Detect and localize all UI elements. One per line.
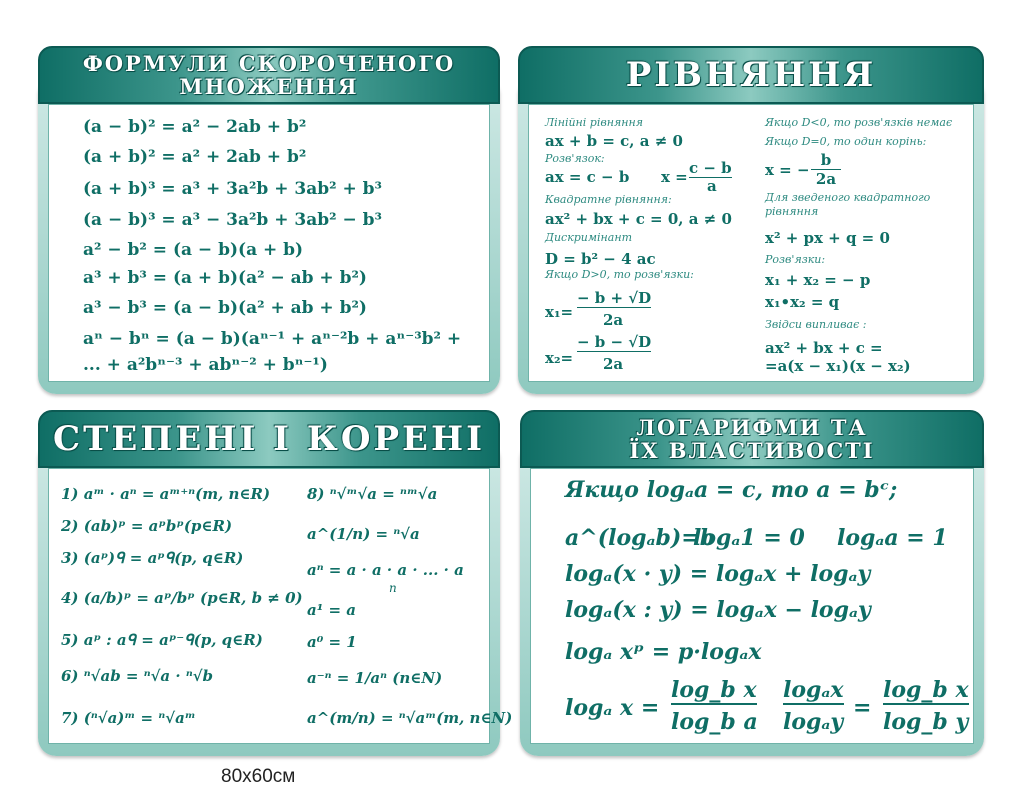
formula-8b: ... + a²bⁿ⁻³ + abⁿ⁻² + bⁿ⁻¹) <box>83 355 328 375</box>
fractional-power: a^(1/n) = ⁿ√a <box>307 525 420 543</box>
reduced-label-1: Для зведеного квадратного <box>765 191 931 204</box>
x-single: x = − <box>765 161 810 179</box>
power-rule-1: 1) aᵐ · aⁿ = aᵐ⁺ⁿ(m, n∈R) <box>61 485 271 503</box>
log-quotient: logₐ(x : y) = logₐx − logₐy <box>565 597 871 623</box>
title-line-1: ЛОГАРИФМИ ТА <box>636 415 868 440</box>
brace-label: n <box>389 581 397 595</box>
negative-power: a⁻ⁿ = 1/aⁿ (n∈N) <box>307 669 443 687</box>
log-of-base: logₐa = 1 <box>837 525 948 551</box>
x1-label: x₁= <box>545 303 574 321</box>
panel-content <box>528 104 974 382</box>
power-rule-5: 5) aᵖ : aᑫ = aᵖ⁻ᑫ(p, q∈R) <box>61 631 263 649</box>
panel-content <box>48 104 490 382</box>
if-negative-label: Якщо D<0, то розв'язків немає <box>765 116 953 129</box>
vieta-product: x₁•x₂ = q <box>765 293 840 311</box>
x1-numerator: − b + √D <box>577 289 652 307</box>
ratio-equals: = <box>853 695 872 721</box>
reduced-eq: x² + px + q = 0 <box>765 229 890 247</box>
panel-title <box>38 410 500 468</box>
vieta-sum: x₁ + x₂ = − p <box>765 271 871 289</box>
linear-eq: ax + b = c, a ≠ 0 <box>545 132 683 150</box>
if-positive-label: Якщо D>0, то розв'язки: <box>545 268 694 281</box>
solution-eq: ax = c − b <box>545 168 630 186</box>
title-line-2: МНОЖЕННЯ <box>179 74 359 99</box>
log-definition: Якщо logₐa = c, то a = bᶜ; <box>565 477 898 503</box>
if-zero-label: Якщо D=0, то один корінь: <box>765 135 927 148</box>
size-caption: 80х60см <box>221 766 296 787</box>
linear-label: Лінійні рівняння <box>545 116 644 129</box>
root-rule-8: 8) ⁿ√ᵐ√a = ⁿᵐ√a <box>307 485 438 503</box>
xs-numerator: b <box>811 151 841 170</box>
x-eq: x = <box>661 168 688 186</box>
panel-title <box>520 410 984 468</box>
quadratic-label: Квадратне рівняння: <box>545 193 672 206</box>
power-one: a¹ = a <box>307 601 357 619</box>
ratio-rhs-den: log_b y <box>883 709 969 735</box>
follows-label: Звідси випливає : <box>765 318 867 331</box>
x2-numerator: − b − √D <box>577 333 652 351</box>
x2-denominator: 2a <box>603 355 624 373</box>
ratio-den: logₐy <box>783 709 844 735</box>
panel-logarithms <box>520 410 984 756</box>
power-definition: aⁿ = a · a · a · ... · a <box>307 561 464 579</box>
power-rule-4: 4) (a/b)ᵖ = aᵖ/bᵖ (p∈R, b ≠ 0) <box>61 589 303 607</box>
power-zero: a⁰ = 1 <box>307 633 357 651</box>
formula-1: (a − b)² = a² − 2ab + b² <box>83 117 307 137</box>
reduced-label-2: рівняння <box>765 205 819 218</box>
panel-equations <box>518 46 984 394</box>
title-text: СТЕПЕНІ І КОРЕНІ <box>53 419 485 459</box>
panel-powers-roots <box>38 410 513 756</box>
power-rule-6: 6) ⁿ√ab = ⁿ√a · ⁿ√b <box>61 667 214 685</box>
log-power: logₐ xᵖ = p·logₐx <box>565 639 762 665</box>
discriminant-eq: D = b² − 4 ac <box>545 250 656 268</box>
discriminant-label: Дискримінант <box>545 231 633 244</box>
log-of-one: logₐ1 = 0 <box>693 525 805 551</box>
formula-5: a² − b² = (a − b)(a + b) <box>83 240 304 260</box>
title-line-1: ФОРМУЛИ СКОРОЧЕНОГО <box>82 51 456 76</box>
panel-short-multiplication <box>38 46 500 394</box>
change-of-base-den: log_b a <box>671 709 758 735</box>
panel-content <box>48 468 513 744</box>
x-numerator: c − b <box>689 159 732 177</box>
formula-3: (a + b)³ = a³ + 3a²b + 3ab² + b³ <box>83 179 382 199</box>
factor-line-2: =a(x − x₁)(x − x₂) <box>765 357 911 375</box>
log-product: logₐ(x · y) = logₐx + logₐy <box>565 561 871 587</box>
formula-2: (a + b)² = a² + 2ab + b² <box>83 147 307 167</box>
formula-7: a³ − b³ = (a − b)(a² + ab + b²) <box>83 298 367 318</box>
power-rule-7: 7) (ⁿ√a)ᵐ = ⁿ√aᵐ <box>61 709 196 727</box>
title-line-2: ЇХ ВЛАСТИВОСТІ <box>629 438 875 463</box>
x2-label: x₂= <box>545 349 574 367</box>
formula-4: (a − b)³ = a³ − 3a²b + 3ab² − b³ <box>83 210 382 230</box>
ratio-num: logₐx <box>783 677 844 703</box>
title-text: РІВНЯННЯ <box>625 55 877 95</box>
quadratic-eq: ax² + bx + c = 0, a ≠ 0 <box>545 210 732 228</box>
panel-title <box>518 46 984 104</box>
rational-power: a^(m/n) = ⁿ√aᵐ(m, n∈N) <box>307 709 513 727</box>
power-rule-3: 3) (aᵖ)ᑫ = aᵖᑫ(p, q∈R) <box>61 549 244 567</box>
panel-content <box>530 468 974 744</box>
x1-denominator: 2a <box>603 311 624 329</box>
formula-6: a³ + b³ = (a + b)(a² − ab + b²) <box>83 268 367 288</box>
panel-title <box>38 46 500 104</box>
change-of-base-num: log_b x <box>671 677 757 703</box>
formula-8a: aⁿ − bⁿ = (a − b)(aⁿ⁻¹ + aⁿ⁻²b + aⁿ⁻³b² + <box>83 329 462 349</box>
solution-label: Розв'язок: <box>545 152 605 165</box>
change-of-base-lhs: logₐ x = <box>565 695 660 721</box>
x-denominator: a <box>707 177 717 195</box>
factor-line-1: ax² + bx + c = <box>765 339 883 357</box>
power-rule-2: 2) (ab)ᵖ = aᵖbᵖ(p∈R) <box>61 517 233 535</box>
log-identity: a^(logₐb)=b <box>565 525 716 551</box>
xs-denominator: 2a <box>815 170 837 188</box>
ratio-rhs-num: log_b x <box>883 677 969 703</box>
solutions-label: Розв'язки: <box>765 253 826 266</box>
